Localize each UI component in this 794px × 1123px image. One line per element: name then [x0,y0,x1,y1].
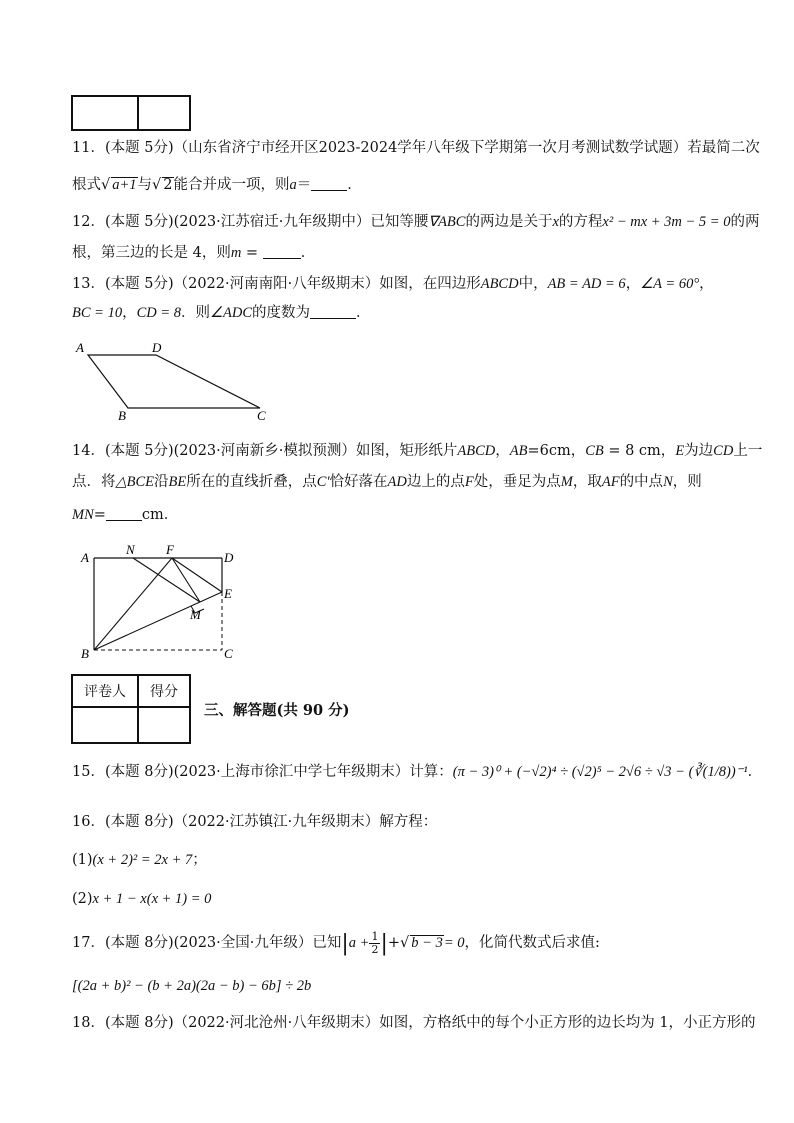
label-a: A [81,550,89,565]
q15-line: 15．(本题 8分)(2023·上海市徐汇中学七年级期末）计算：(π − 3)⁰ + (−√2)⁴ ÷ (√2)⁵ − 2√6 ÷ √3 − (∛(1/8))⁻¹． [72,764,763,780]
answer-blank[interactable] [263,244,301,259]
label-d: D [152,340,162,355]
score-cell [72,96,138,130]
q16-part1: (1)(x + 2)² = 2x + 7； [72,852,207,868]
score-header-score: 得分 [138,675,190,707]
q17-expression: [(2a + b)² − (b + 2a)(2a − b) − 6b] ÷ 2b [72,978,312,994]
q16-part2: (2)x + 1 − x(x + 1) = 0 [72,891,212,907]
q11-line1: 11．(本题 5分)（山东省济宁市经开区2023-2024学年八年级下学期第一次月考测试数学试题）若最简二次 [72,140,760,156]
q14-line1: 14．(本题 5分)(2023·河南新乡·模拟预测）如图，矩形纸片ABCD，AB=6cm，CB = 8 cm，E为边CD上一 [72,443,763,459]
score-box-top [71,95,191,131]
answer-blank[interactable] [310,304,356,319]
score-cell [138,96,190,130]
q14-line2: 点．将△BCE沿BE所在的直线折叠，点C'恰好落在AD边上的点F处，垂足为点M，取AF的中点N，则 [72,474,702,490]
q13-quadrilateral-figure [70,338,280,424]
q16-line: 16．(本题 8分)（2022·江苏镇江·九年级期末）解方程： [72,814,438,830]
label-m: M [190,607,201,622]
q18-line1: 18．(本题 8分)（2022·河北沧州·八年级期末）如图，方格纸中的每个小正方形的边长均为 1，小正方形的 [72,1015,756,1031]
label-b: B [81,646,89,661]
label-a: A [76,340,84,355]
q11-line2: 根式√ a+1与√ 2能合并成一项，则a＝ ． [72,177,362,193]
score-cell[interactable] [138,707,190,743]
answer-blank[interactable] [106,506,142,521]
label-n: N [126,542,135,557]
score-header-grader: 评卷人 [72,675,138,707]
score-table [71,674,191,744]
label-b: B [118,408,126,423]
section-title: 三、解答题(共 90 分) [204,702,350,719]
radical-a-plus-1: a+1 [112,177,137,193]
score-cell[interactable] [72,707,138,743]
label-d: D [224,550,234,565]
q14-rectangle-fold-figure [78,540,248,662]
answer-blank[interactable] [311,176,347,191]
label-f: F [166,542,174,557]
fraction-one-half: $\frac{1}{2}$ [371,929,379,956]
q12-line2: 根，第三边的长是 4，则m = ． [72,245,316,261]
q17-line2 [72,976,732,996]
q12-line1: 12．(本题 5分)(2023·江苏宿迁·九年级期中）已知等腰∇ABC的两边是关于x的方程x² − mx + 3m − 5 = 0的两 [72,214,760,230]
radical-2: 2 [163,177,173,193]
label-c: C [257,408,266,423]
q13-line1: 13．(本题 5分)（2022·河南南阳·八年级期末）如图，在四边形ABCD中，AB = AD = 6，∠A = 60°， [72,276,714,292]
label-e: E [224,586,232,601]
label-c: C [224,646,233,661]
q14-line3: MN= cm． [72,507,179,523]
quadrilateral-abcd [88,355,260,408]
q17-line1: 17．(本题 8分)(2023·全国·九年级）已知|a + $\frac{1}{2}$ |+√ b − 3= 0，化简代数式后求值: [72,929,600,956]
q15-expression: (π − 3)⁰ + (−√2)⁴ ÷ (√2)⁵ − 2√6 ÷ √3 − (∛(1/8))⁻¹ [452,764,748,780]
q13-line2: BC = 10，CD = 8．则∠ADC的度数为 ． [72,305,371,321]
